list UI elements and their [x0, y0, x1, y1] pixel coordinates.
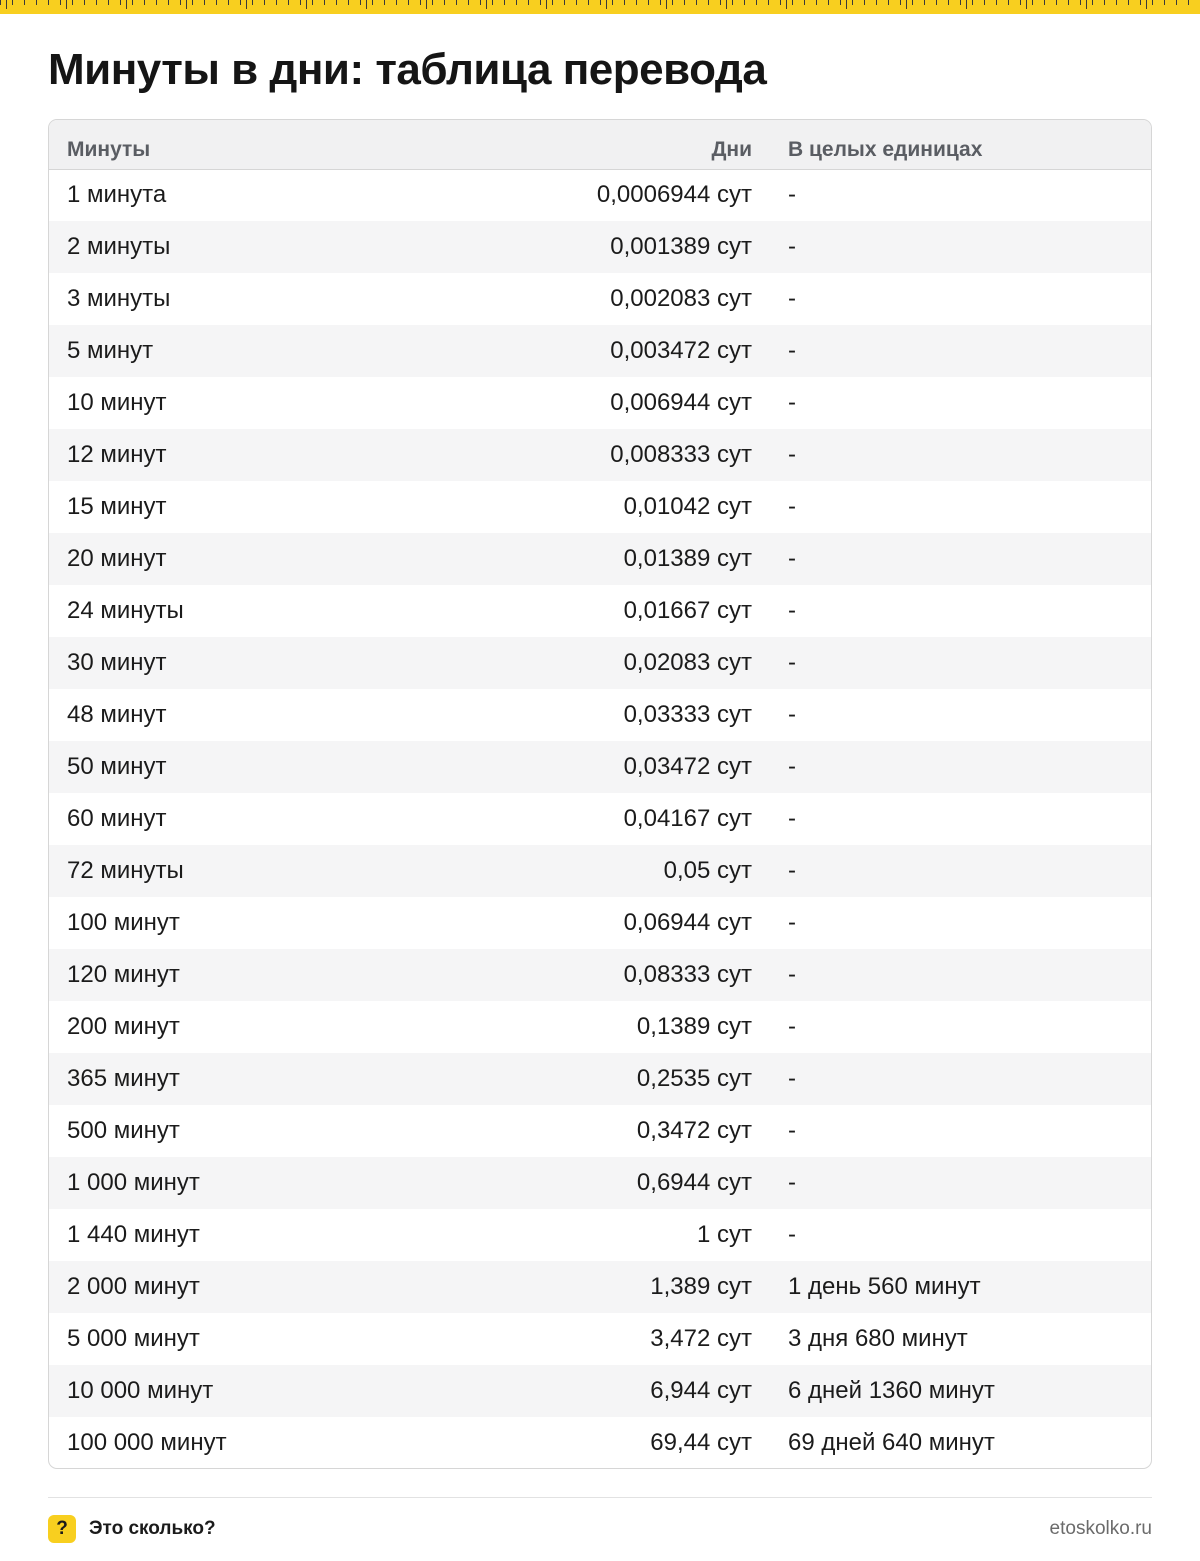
- cell-minutes: 5 000 минут: [67, 1325, 200, 1352]
- cell-whole-units: 6 дней 1360 минут: [788, 1377, 995, 1404]
- table-row: [49, 1417, 1151, 1469]
- cell-days: 0,03333 сут: [623, 701, 752, 728]
- table-row: [49, 637, 1151, 689]
- table-row: [49, 1209, 1151, 1261]
- question-mark-icon: ?: [48, 1515, 76, 1543]
- cell-whole-units: -: [788, 909, 796, 936]
- table-row: [49, 1313, 1151, 1365]
- cell-minutes: 100 минут: [67, 909, 180, 936]
- table-row: [49, 1365, 1151, 1417]
- cell-whole-units: -: [788, 857, 796, 884]
- cell-whole-units: 1 день 560 минут: [788, 1273, 981, 1300]
- cell-whole-units: -: [788, 1065, 796, 1092]
- site-url: etoskolko.ru: [1049, 1518, 1152, 1539]
- cell-minutes: 10 минут: [67, 389, 167, 416]
- cell-minutes: 100 000 минут: [67, 1429, 227, 1456]
- table-row: [49, 689, 1151, 741]
- cell-days: 0,2535 сут: [636, 1065, 752, 1092]
- cell-days: 0,003472 сут: [610, 337, 752, 364]
- cell-minutes: 1 440 минут: [67, 1221, 200, 1248]
- header-days: Дни: [487, 120, 770, 169]
- table-row: [49, 741, 1151, 793]
- cell-whole-units: 69 дней 640 минут: [788, 1429, 995, 1456]
- cell-whole-units: -: [788, 701, 796, 728]
- table-row: [49, 325, 1151, 377]
- cell-days: 0,05 сут: [663, 857, 752, 884]
- table-row: [49, 533, 1151, 585]
- cell-whole-units: -: [788, 649, 796, 676]
- cell-days: 0,008333 сут: [610, 441, 752, 468]
- table-body: [49, 169, 1151, 1469]
- cell-minutes: 5 минут: [67, 337, 154, 364]
- cell-days: 0,0006944 сут: [596, 181, 752, 209]
- cell-whole-units: -: [788, 233, 796, 260]
- table-row: [49, 377, 1151, 429]
- cell-minutes: 24 минуты: [67, 597, 184, 624]
- cell-minutes: 72 минуты: [67, 857, 184, 884]
- cell-minutes: 60 минут: [67, 805, 167, 832]
- cell-whole-units: -: [788, 1013, 796, 1040]
- cell-days: 0,01042 сут: [623, 493, 752, 520]
- cell-whole-units: -: [788, 389, 796, 416]
- table: [49, 120, 1151, 1469]
- cell-whole-units: -: [788, 805, 796, 832]
- table-row: [49, 585, 1151, 637]
- cell-days: 0,01667 сут: [623, 597, 752, 624]
- table-row: [49, 897, 1151, 949]
- ruler-decoration: [0, 0, 1200, 14]
- conversion-table: [48, 119, 1152, 1469]
- cell-days: 0,3472 сут: [636, 1117, 752, 1144]
- cell-minutes: 120 минут: [67, 961, 180, 988]
- header-minutes: Минуты: [49, 120, 487, 169]
- table-header-row: [49, 120, 1151, 169]
- table-row: [49, 429, 1151, 481]
- header-whole-units: В целых единицах: [770, 120, 1151, 169]
- cell-days: 0,1389 сут: [636, 1013, 752, 1040]
- cell-days: 0,08333 сут: [623, 961, 752, 988]
- cell-days: 0,006944 сут: [610, 389, 752, 416]
- table-row: [49, 1157, 1151, 1209]
- cell-minutes: 2 000 минут: [67, 1273, 200, 1300]
- cell-whole-units: -: [788, 493, 796, 520]
- cell-whole-units: -: [788, 545, 796, 572]
- cell-days: 6,944 сут: [650, 1377, 752, 1404]
- cell-days: 0,6944 сут: [636, 1169, 752, 1196]
- cell-days: 1 сут: [696, 1221, 752, 1248]
- table-row: [49, 845, 1151, 897]
- cell-days: 1,389 сут: [650, 1273, 752, 1300]
- table-header: [49, 120, 1151, 169]
- cell-whole-units: -: [788, 337, 796, 364]
- cell-days: 0,001389 сут: [610, 233, 752, 260]
- table-row: [49, 793, 1151, 845]
- brand-name: Это сколько?: [89, 1518, 216, 1539]
- page-title: Минуты в дни: таблица перевода: [48, 45, 767, 94]
- cell-minutes: 50 минут: [67, 753, 167, 780]
- cell-minutes: 200 минут: [67, 1013, 180, 1040]
- cell-whole-units: -: [788, 285, 796, 312]
- cell-whole-units: -: [788, 597, 796, 624]
- cell-whole-units: -: [788, 961, 796, 988]
- cell-days: 0,04167 сут: [623, 805, 752, 832]
- cell-minutes: 1 минута: [67, 181, 167, 209]
- table-row: [49, 1001, 1151, 1053]
- cell-minutes: 12 минут: [67, 441, 167, 468]
- cell-minutes: 365 минут: [67, 1065, 180, 1092]
- cell-whole-units: 3 дня 680 минут: [788, 1325, 968, 1352]
- cell-days: 0,03472 сут: [623, 753, 752, 780]
- cell-whole-units: -: [788, 753, 796, 780]
- cell-whole-units: -: [788, 1221, 796, 1248]
- cell-minutes: 2 минуты: [67, 233, 171, 260]
- cell-days: 0,002083 сут: [610, 285, 752, 312]
- cell-whole-units: -: [788, 1169, 796, 1196]
- table-row: [49, 1261, 1151, 1313]
- cell-days: 3,472 сут: [650, 1325, 752, 1352]
- cell-minutes: 1 000 минут: [67, 1169, 200, 1196]
- table-row: [49, 481, 1151, 533]
- cell-minutes: 3 минуты: [67, 285, 171, 312]
- cell-minutes: 500 минут: [67, 1117, 180, 1144]
- cell-minutes: 30 минут: [67, 649, 167, 676]
- cell-whole-units: -: [788, 1117, 796, 1144]
- cell-minutes: 48 минут: [67, 701, 167, 728]
- table-row: [49, 1053, 1151, 1105]
- table-row: [49, 273, 1151, 325]
- cell-days: 0,06944 сут: [623, 909, 752, 936]
- cell-minutes: 15 минут: [67, 493, 167, 520]
- cell-days: 0,01389 сут: [623, 545, 752, 572]
- cell-minutes: 20 минут: [67, 545, 167, 572]
- table-row: [49, 169, 1151, 221]
- cell-minutes: 10 000 минут: [67, 1377, 214, 1404]
- cell-whole-units: -: [788, 181, 796, 209]
- cell-days: 69,44 сут: [650, 1429, 752, 1456]
- table-row: [49, 949, 1151, 1001]
- cell-days: 0,02083 сут: [623, 649, 752, 676]
- table-row: [49, 221, 1151, 273]
- footer-divider: [48, 1497, 1152, 1498]
- table-row: [49, 1105, 1151, 1157]
- cell-whole-units: -: [788, 441, 796, 468]
